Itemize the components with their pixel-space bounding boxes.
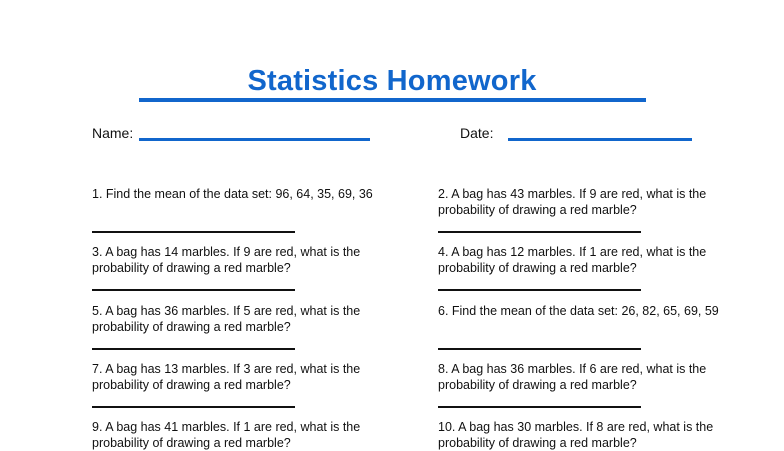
name-field[interactable]	[139, 138, 370, 141]
answer-line-8[interactable]	[438, 406, 641, 408]
answer-line-4[interactable]	[438, 289, 641, 291]
title-underline	[139, 98, 646, 102]
date-field[interactable]	[508, 138, 692, 141]
answer-line-3[interactable]	[92, 289, 295, 291]
answer-line-7[interactable]	[92, 406, 295, 408]
worksheet-title: Statistics Homework	[247, 65, 537, 97]
question-2: 2. A bag has 43 marbles. If 9 are red, what is the probability of drawing a red marble?	[438, 187, 707, 217]
question-4: 4. A bag has 12 marbles. If 1 are red, what is the probability of drawing a red marble?	[438, 245, 707, 275]
name-label: Name:	[92, 125, 134, 141]
question-6: 6. Find the mean of the data set: 26, 82, 65, 69, 59	[438, 304, 719, 318]
question-9: 9. A bag has 41 marbles. If 1 are red, what is the probability of drawing a red marble?	[92, 420, 361, 450]
question-1: 1. Find the mean of the data set: 96, 64, 35, 69, 36	[92, 187, 373, 201]
question-3: 3. A bag has 14 marbles. If 9 are red, what is the probability of drawing a red marble?	[92, 245, 361, 275]
question-5: 5. A bag has 36 marbles. If 5 are red, what is the probability of drawing a red marble?	[92, 304, 361, 334]
question-8: 8. A bag has 36 marbles. If 6 are red, what is the probability of drawing a red marble?	[438, 362, 707, 392]
answer-line-2[interactable]	[438, 231, 641, 233]
question-10: 10. A bag has 30 marbles. If 8 are red, what is the probability of drawing a red marble?	[438, 420, 714, 450]
question-7: 7. A bag has 13 marbles. If 3 are red, what is the probability of drawing a red marble?	[92, 362, 361, 392]
answer-line-6[interactable]	[438, 348, 641, 350]
date-label: Date:	[460, 125, 494, 141]
answer-line-1[interactable]	[92, 231, 295, 233]
answer-line-5[interactable]	[92, 348, 295, 350]
